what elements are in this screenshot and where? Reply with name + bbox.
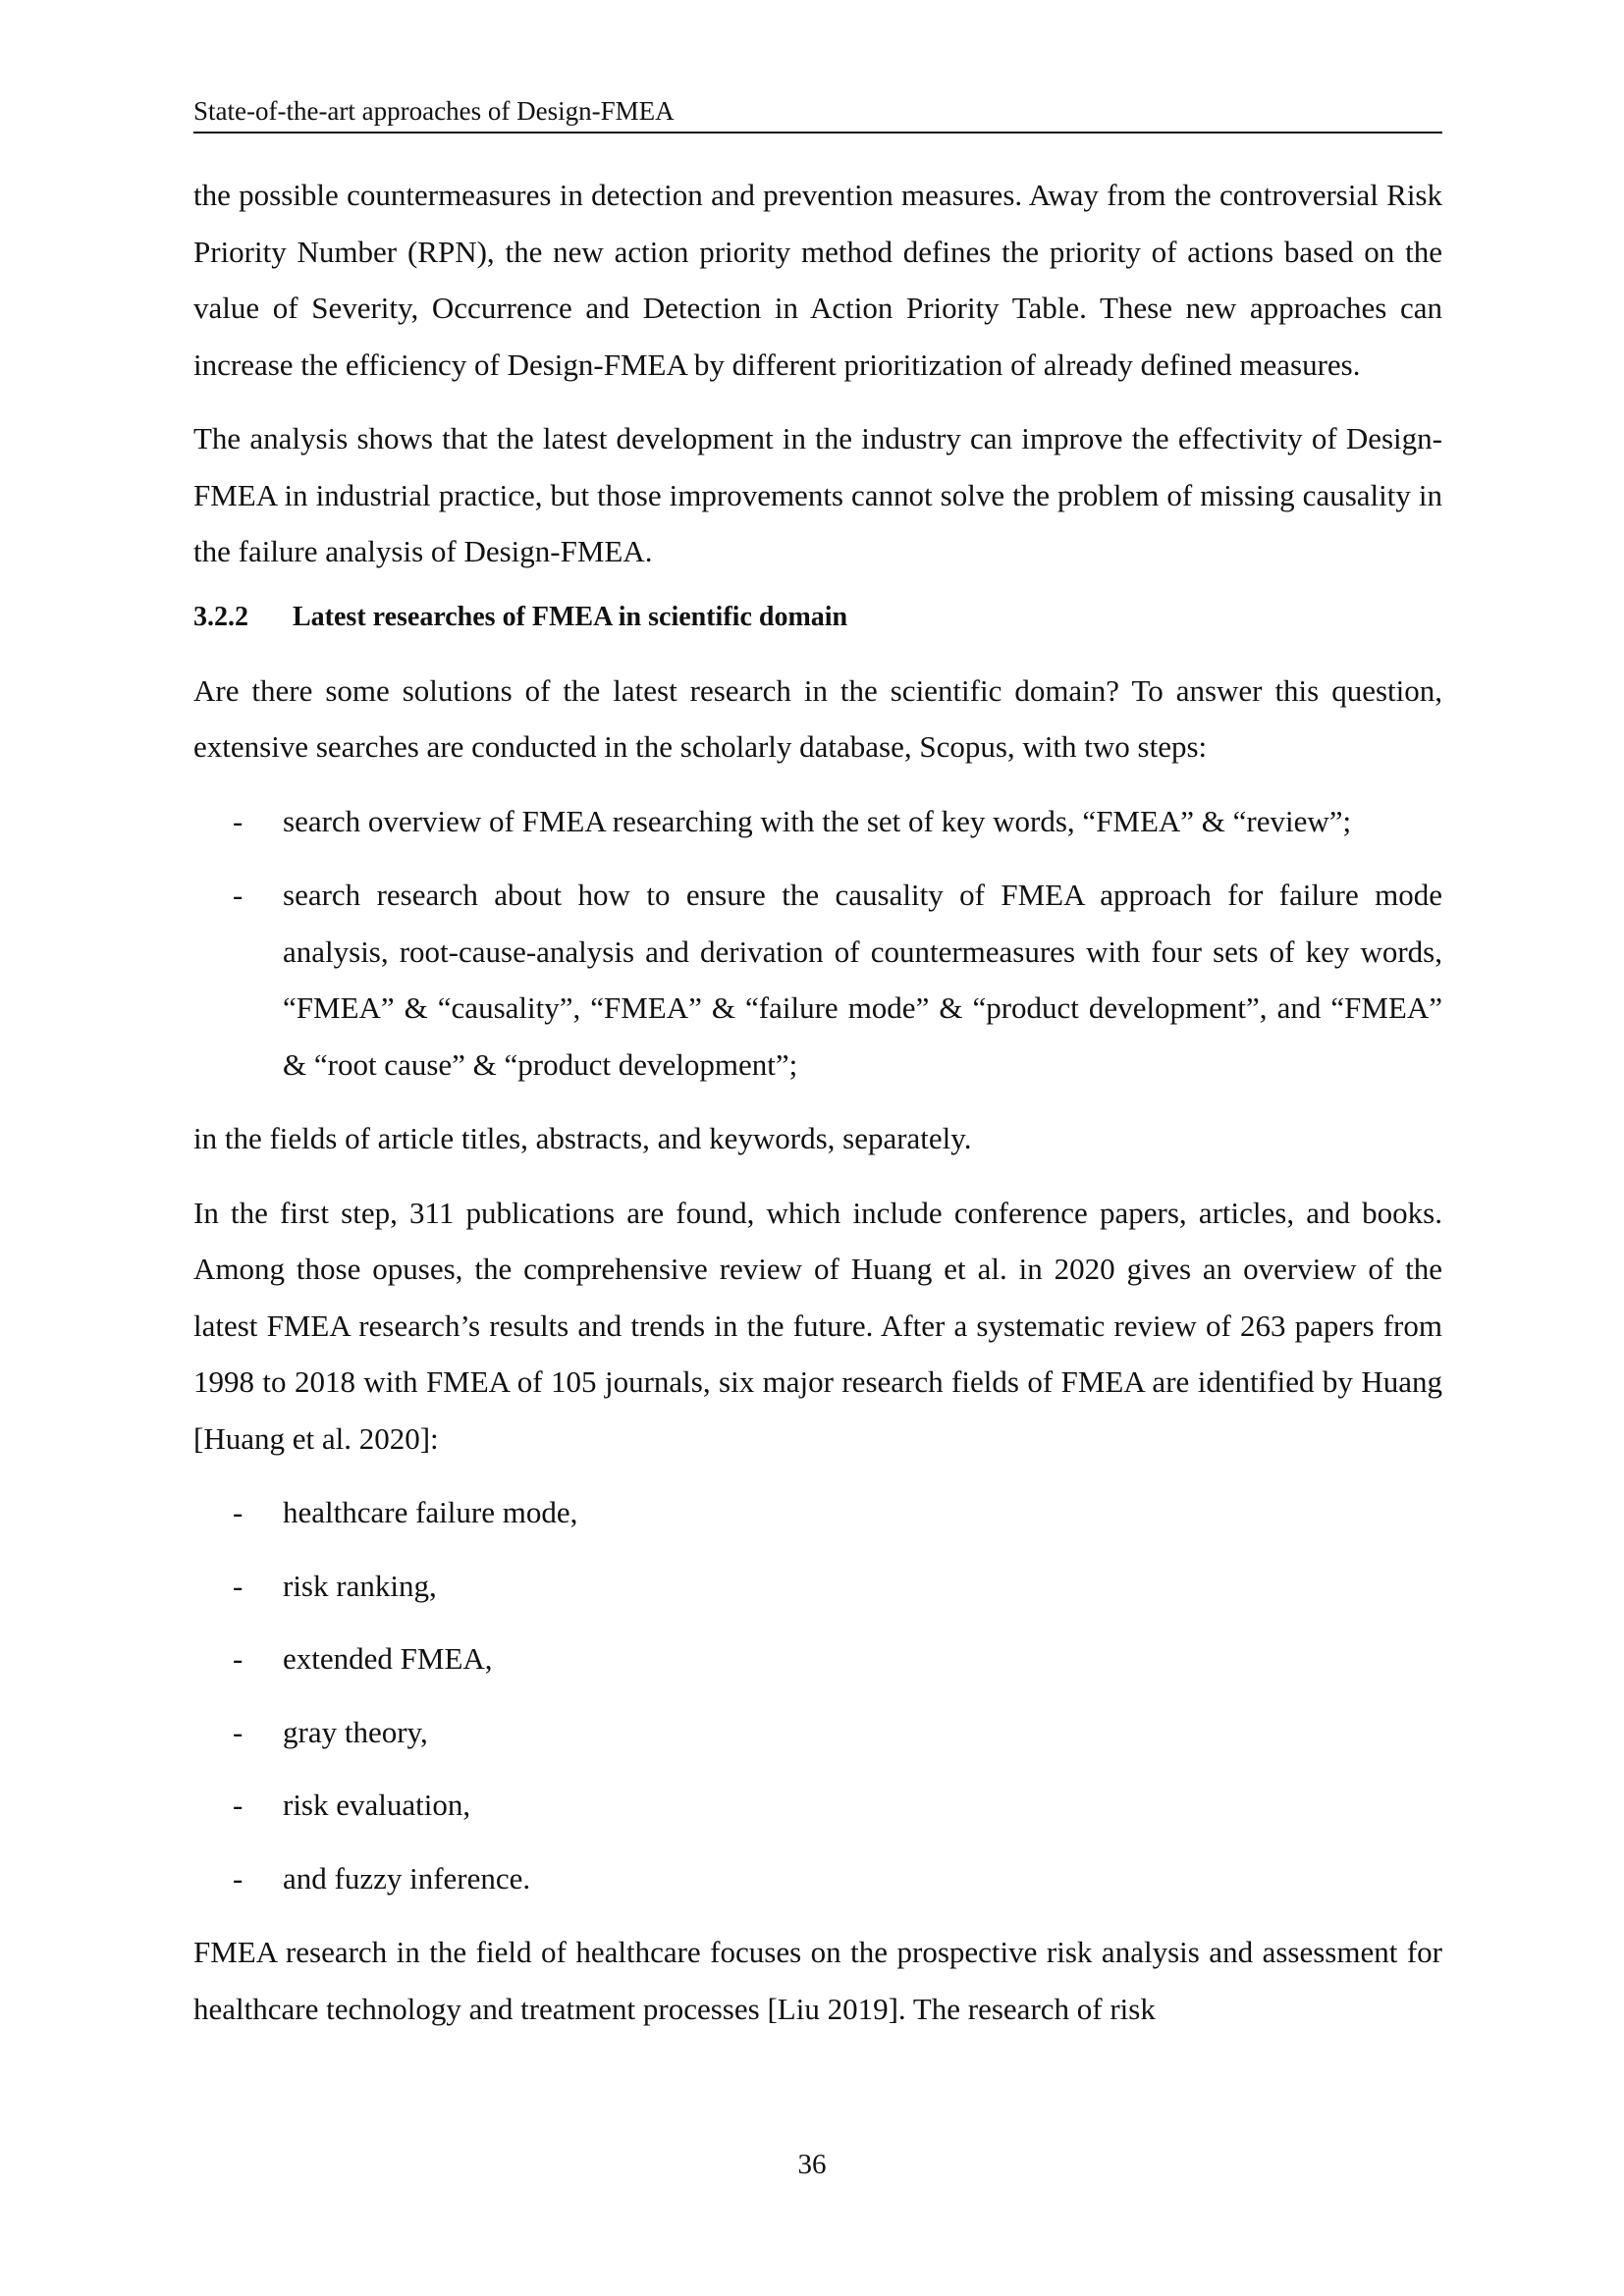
paragraph: in the fields of article titles, abstracts, and keywords, separately. <box>193 1121 972 1155</box>
list-dash: - <box>233 1788 244 1822</box>
list-dash: - <box>233 1495 244 1529</box>
list-dash: - <box>233 1714 244 1749</box>
list-item <box>193 793 1442 850</box>
paragraph: FMEA research in the field of healthcare focuses on the prospective risk analysis and assessment for healthcare technology and treatment processes [Liu 2019]. The research of risk <box>193 1935 1442 2026</box>
list-dash: - <box>233 878 244 912</box>
list-dash: - <box>233 1568 244 1603</box>
document-page <box>193 94 1442 2055</box>
list-item <box>193 1704 1442 1761</box>
list-item-text: search overview of FMEA researching with the set of key words, “FMEA” & “review”; <box>283 803 1352 838</box>
section-number: 3.2.2 <box>193 601 248 632</box>
list-item-text: risk evaluation, <box>283 1788 471 1822</box>
list-item-text: risk ranking, <box>283 1568 437 1603</box>
list-item <box>193 1850 1442 1907</box>
paragraph: The analysis shows that the latest development in the industry can improve the effectivity of Design-FMEA in industrial practice, but those improvements cannot solve the problem of missing causality in the failure analysis of Design-FMEA. <box>193 421 1442 568</box>
paragraph: the possible countermeasures in detection and prevention measures. Away from the controversial Risk Priority Number (RPN), the new action priority method defines the priority of actions based on the value of Severity, Occurrence and Detection in Action Priority Table. These new approaches can increase the efficiency of Design-FMEA by different prioritization of already defined measures. <box>193 178 1442 382</box>
list-item <box>193 1777 1442 1834</box>
research-fields-list <box>193 1484 1442 1906</box>
list-dash: - <box>233 1860 244 1896</box>
list-item-text: gray theory, <box>283 1714 428 1749</box>
list-item <box>193 1558 1442 1615</box>
paragraph: In the first step, 311 publications are found, which include conference papers, articles, and books. Among those opuses, the comprehensive review of Huang et al. in 2020 gives an overview of the latest FMEA research’s results and trends in the future. After a systematic review of 263 papers from 1998 to 2018 with FMEA of 105 journals, six major research fields of FMEA are identified by Huang [Huang et al. 2020]: <box>193 1195 1442 1456</box>
list-dash: - <box>233 803 244 838</box>
paragraph: Are there some solutions of the latest research in the scientific domain? To answer this question, extensive searches are conducted in the scholarly database, Scopus, with two steps: <box>193 672 1442 764</box>
section-heading <box>193 598 1442 637</box>
list-item-text: and fuzzy inference. <box>283 1860 531 1896</box>
list-item-text: search research about how to ensure the causality of FMEA approach for failure mode analysis, root-cause-analysis and derivation of countermeasures with four sets of key words, “FMEA” & “causality”, “FMEA” & “failure mode” & “product development”, and “FMEA” & “root cause” & “product development”; <box>283 878 1442 1082</box>
list-item-text: healthcare failure mode, <box>283 1495 578 1529</box>
list-item-text: extended FMEA, <box>283 1641 493 1676</box>
section-title: Latest researches of FMEA in scientific domain <box>293 601 848 632</box>
search-steps-list <box>193 793 1442 1094</box>
page-number: 36 <box>797 2149 827 2180</box>
body-text <box>193 167 1442 2037</box>
list-item <box>193 1484 1442 1541</box>
list-dash: - <box>233 1641 244 1676</box>
list-item <box>193 867 1442 1093</box>
list-item <box>193 1630 1442 1687</box>
running-header: State-of-the-art approaches of Design-FMEA <box>193 94 1442 133</box>
